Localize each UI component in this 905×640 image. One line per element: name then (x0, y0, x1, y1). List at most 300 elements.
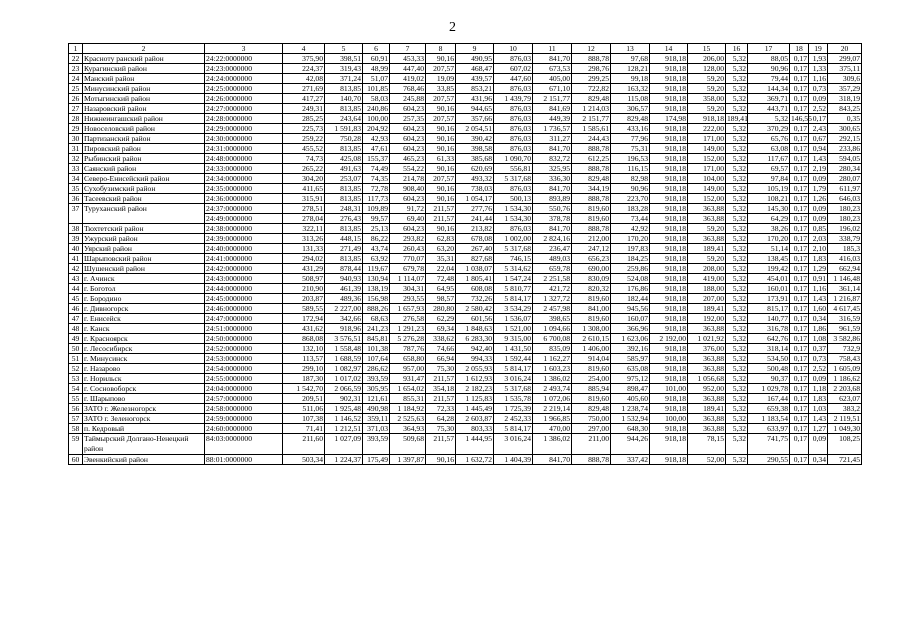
cell-col-6: 63,92 (363, 254, 390, 264)
cell-col-1: 55 (69, 394, 83, 404)
cell-col-1: 28 (69, 114, 83, 124)
cell-col-19: 0,91 (809, 274, 828, 284)
cell-col-13: 405,60 (611, 394, 650, 404)
cell-col-4: 315,91 (283, 194, 325, 204)
cell-col-5: 813,85 (325, 194, 363, 204)
cell-col-6: 99,57 (363, 214, 390, 224)
cell-col-9: 1 038,07 (456, 264, 494, 274)
cell-col-11: 6 700,08 (533, 334, 572, 344)
cell-col-18: 0,17 (790, 174, 809, 184)
cell-col-18: 0,17 (790, 94, 809, 104)
table-row (69, 84, 862, 94)
cell-col-1: 34 (69, 174, 83, 184)
cell-col-1: 57 (69, 414, 83, 424)
cell-col-3: 24:51:0000000 (205, 324, 283, 334)
cell-col-8: 90,16 (426, 104, 456, 114)
cell-col-6: 138,19 (363, 284, 390, 294)
cell-col-5: 448,15 (325, 234, 363, 244)
cell-col-15: 189,41 (688, 244, 726, 254)
cell-col-20: 357,29 (828, 84, 862, 94)
cell-col-7: 787,76 (390, 344, 426, 354)
cell-col-7: 293,55 (390, 294, 426, 304)
cell-col-9: 1 054,17 (456, 194, 494, 204)
cell-col-6: 101,38 (363, 344, 390, 354)
cell-col-1: 40 (69, 244, 83, 254)
cell-col-20: 732,9 (828, 344, 862, 354)
cell-col-7: 908,40 (390, 184, 426, 194)
cell-col-3: 24:40:0000000 (205, 244, 283, 254)
cell-col-3: 24:25:0000000 (205, 84, 283, 94)
cell-col-12: 888,78 (572, 144, 611, 154)
cell-col-3: 24:28:0000000 (205, 114, 283, 124)
cell-col-17: 38,26 (748, 224, 790, 234)
cell-col-14: 918,18 (650, 224, 688, 234)
cell-col-18: 0,17 (790, 414, 809, 424)
cell-col-10: 5 314,62 (494, 264, 533, 274)
table-row (69, 334, 862, 344)
cell-col-20: 611,97 (828, 184, 862, 194)
table-row (69, 144, 862, 154)
cell-col-16: 189,41 (727, 114, 748, 123)
cell-col-5: 461,39 (325, 284, 363, 294)
cell-col-5: 248,31 (325, 204, 363, 214)
cell-col-4: 304,20 (283, 174, 325, 184)
cell-col-4: 265,22 (283, 164, 325, 174)
cell-col-13: 945,56 (611, 304, 650, 314)
cell-col-3: 24:60:0000000 (205, 424, 283, 434)
cell-col-11: 378,78 (533, 214, 572, 224)
cell-col-4: 375,90 (283, 54, 325, 64)
cell-col-20: 0,35 (828, 114, 862, 124)
cell-col-6: 48,99 (363, 64, 390, 74)
cell-col-12: 690,00 (572, 264, 611, 274)
cell-col-7: 931,47 (390, 374, 426, 384)
header-row (69, 44, 862, 54)
cell-col-4: 172,94 (283, 314, 325, 324)
cell-col-15: 358,00 (688, 94, 726, 104)
cell-col-16: 5,32 (726, 164, 748, 174)
cell-col-6: 101,85 (363, 84, 390, 94)
cell-col-2: Новоселовский район (83, 124, 205, 134)
cell-col-18: 0,17 (790, 144, 809, 154)
cell-col-3: 24:43:0000000 (205, 274, 283, 284)
cell-col-11: 1 966,85 (533, 414, 572, 424)
cell-col-11: 489,03 (533, 254, 572, 264)
cell-col-3: 24:59:0000000 (205, 414, 283, 424)
cell-col-10: 1 521,00 (494, 324, 533, 334)
cell-col-15: 419,00 (688, 274, 726, 284)
cell-col-16: 5,32 (726, 284, 748, 294)
cell-col-2: г. Лесосибирск (83, 344, 205, 354)
cell-col-15: 1 021,92 (688, 334, 726, 344)
cell-col-17: 1 029,78 (748, 384, 790, 394)
cell-col-11: 1 386,02 (533, 374, 572, 384)
cell-col-16: 5,32 (726, 184, 748, 194)
cell-col-5: 491,63 (325, 164, 363, 174)
cell-col-17: 69,57 (748, 164, 790, 174)
cell-col-7: 604,23 (390, 224, 426, 234)
cell-col-12: 829,48 (572, 404, 611, 414)
cell-col-4: 271,69 (283, 84, 325, 94)
cell-col-19: 1,29 (809, 264, 828, 274)
cell-col-19: 0,09 (809, 204, 828, 214)
cell-col-16: 5,32 (726, 394, 748, 404)
cell-col-10: 1 536,07 (494, 314, 533, 324)
cell-col-13: 128,21 (611, 64, 650, 74)
cell-col-12: 819,60 (572, 294, 611, 304)
data-table (68, 43, 862, 465)
cell-col-13: 975,12 (611, 374, 650, 384)
cell-col-2: г. Дивногорск (83, 304, 205, 314)
cell-col-19: 1,43 (809, 294, 828, 304)
cell-col-6: 6 (363, 44, 390, 54)
cell-col-8: 207,57 (426, 174, 456, 184)
cell-col-19: 1,03 (809, 404, 828, 414)
table-row (69, 244, 862, 254)
cell-col-15: 222,00 (688, 124, 726, 134)
cell-col-7: 1 184,92 (390, 404, 426, 414)
cell-col-4: 203,87 (283, 294, 325, 304)
cell-col-8: 280,80 (426, 304, 456, 314)
cell-col-12: 888,78 (572, 164, 611, 174)
cell-col-12: 247,12 (572, 244, 611, 254)
cell-col-14: 918,18 (650, 284, 688, 294)
cell-col-16: 5,32 (726, 364, 748, 374)
cell-col-6: 241,23 (363, 324, 390, 334)
cell-col-14: 918,18 (650, 304, 688, 314)
cell-col-17: 79,44 (748, 74, 790, 84)
cell-col-2: г. Шарыпово (83, 394, 205, 404)
cell-col-15: 59,20 (688, 104, 726, 114)
cell-col-5: 2 066,59 (325, 384, 363, 394)
cell-col-6: 845,81 (363, 334, 390, 344)
cell-col-17: 500,48 (748, 364, 790, 374)
cell-col-5: 1 558,48 (325, 344, 363, 354)
cell-col-13: 648,30 (611, 424, 650, 434)
cell-col-6: 86,22 (363, 234, 390, 244)
cell-col-7: 855,31 (390, 394, 426, 404)
cell-col-5: 918,96 (325, 324, 363, 334)
cell-col-18: 0,17 (790, 214, 809, 224)
table-row (69, 94, 862, 104)
cell-col-10: 876,03 (494, 134, 533, 144)
cell-col-5: 342,66 (325, 314, 363, 324)
cell-col-7: 5 276,28 (390, 334, 426, 344)
cell-col-12: 885,94 (572, 384, 611, 394)
cell-col-3: 24:26:0000000 (205, 94, 283, 104)
cell-col-6: 117,73 (363, 194, 390, 204)
cell-col-1: 48 (69, 324, 83, 334)
cell-col-20: 961,59 (828, 324, 862, 334)
cell-col-16: 5,32 (726, 264, 748, 274)
cell-col-12: 297,00 (572, 424, 611, 434)
table-row (69, 104, 862, 114)
cell-col-19: 0,73 (809, 84, 828, 94)
cell-col-3: 3 (205, 44, 283, 54)
cell-col-3: 24:27:0000000 (205, 104, 283, 114)
cell-col-3: 24:44:0000000 (205, 284, 283, 294)
cell-col-14: 918,18 (650, 455, 688, 465)
cell-col-8: 62,83 (426, 234, 456, 244)
cell-col-8: 33,85 (426, 84, 456, 94)
cell-col-6: 155,37 (363, 154, 390, 164)
cell-col-15: 149,00 (688, 144, 726, 154)
cell-col-6: 490,98 (363, 404, 390, 414)
cell-col-7: 604,23 (390, 104, 426, 114)
cell-col-11: 398,65 (533, 314, 572, 324)
table-row (69, 384, 862, 394)
cell-col-10: 1 534,30 (494, 204, 533, 214)
cell-col-6: 42,93 (363, 134, 390, 144)
table-row (69, 114, 862, 124)
cell-col-12: 1 406,00 (572, 344, 611, 354)
cell-col-19: 1,27 (809, 424, 828, 434)
cell-col-2: ЗАТО г. Зеленогорск (83, 414, 205, 424)
table-row (69, 164, 862, 174)
cell-col-9: 1 445,49 (456, 404, 494, 414)
cell-col-19: 1,16 (809, 74, 828, 84)
cell-col-2: г. Минусинск (83, 354, 205, 364)
cell-col-1: 33 (69, 164, 83, 174)
cell-col-9: 277,76 (456, 204, 494, 214)
cell-col-3: 24:52:0000000 (205, 344, 283, 354)
cell-col-19: 0,09 (809, 174, 828, 184)
cell-col-7: 604,23 (390, 124, 426, 134)
cell-col-2: г. Ачинск (83, 274, 205, 284)
cell-col-8: 69,34 (426, 324, 456, 334)
cell-col-16: 5,32 (726, 314, 748, 324)
cell-col-18: 0,17 (790, 344, 809, 354)
cell-col-19: 0,94 (809, 144, 828, 154)
cell-col-10: 1 547,24 (494, 274, 533, 284)
cell-col-13: 184,25 (611, 254, 650, 264)
cell-col-5: 425,08 (325, 154, 363, 164)
cell-col-9: 2 580,42 (456, 304, 494, 314)
cell-col-5: 813,85 (325, 84, 363, 94)
cell-col-3: 24:39:0000000 (205, 234, 283, 244)
cell-col-16: 5,32 (726, 334, 748, 344)
cell-col-4: 294,02 (283, 254, 325, 264)
cell-col-17: 443,71 (748, 104, 790, 114)
cell-col-5: 878,44 (325, 264, 363, 274)
cell-col-17: 5,32 (748, 114, 790, 124)
cell-col-7: 465,23 (390, 154, 426, 164)
cell-col-7: 1 657,93 (390, 304, 426, 314)
cell-col-1: 39 (69, 234, 83, 244)
cell-col-19: 0,37 (809, 344, 828, 354)
cell-col-19: 1,83 (809, 254, 828, 264)
cell-col-7: 957,00 (390, 364, 426, 374)
cell-col-13: 13 (611, 44, 650, 54)
cell-col-12: 656,23 (572, 254, 611, 264)
cell-col-16: 5,32 (726, 224, 748, 234)
cell-col-17: 64,29 (748, 214, 790, 224)
cell-col-17: 369,71 (748, 94, 790, 104)
cell-col-2: Назаровский район (83, 104, 205, 114)
cell-col-4: 113,57 (283, 354, 325, 364)
cell-col-5: 243,64 (325, 114, 363, 124)
cell-col-10: 5 317,68 (494, 384, 533, 394)
cell-col-14: 918,18 (650, 394, 688, 404)
cell-col-4: 431,62 (283, 324, 325, 334)
cell-col-14: 918,18 (650, 84, 688, 94)
cell-col-13: 99,18 (611, 74, 650, 84)
cell-col-17: 815,17 (748, 304, 790, 314)
cell-col-4: 225,73 (283, 124, 325, 134)
cell-col-13: 944,26 (611, 434, 650, 455)
cell-col-14: 14 (650, 44, 688, 54)
cell-col-1: 50 (69, 344, 83, 354)
cell-col-4: 299,10 (283, 364, 325, 374)
cell-col-16: 5,32 (726, 294, 748, 304)
cell-col-3: 24:37:0000000 (205, 204, 283, 214)
cell-col-2: Эвенкийский район (83, 455, 205, 465)
cell-col-20: 383,2 (828, 404, 862, 414)
cell-col-6: 393,59 (363, 434, 390, 455)
cell-col-12: 819,60 (572, 314, 611, 324)
cell-col-5: 750,28 (325, 134, 363, 144)
cell-col-20: 108,25 (828, 434, 862, 455)
cell-col-19: 0,09 (809, 214, 828, 224)
cell-col-19: 0,85 (809, 224, 828, 234)
cell-col-7: 658,80 (390, 354, 426, 364)
cell-col-11: 2 493,74 (533, 384, 572, 394)
cell-col-3: 24:45:0000000 (205, 294, 283, 304)
cell-col-9: 803,33 (456, 424, 494, 434)
table-row (69, 354, 862, 364)
cell-col-10: 5 814,17 (494, 364, 533, 374)
cell-col-16: 5,32 (726, 434, 748, 455)
cell-col-10: 1 002,00 (494, 234, 533, 244)
cell-col-1: 31 (69, 144, 83, 154)
cell-col-2: Пировский район (83, 144, 205, 154)
cell-col-3: 24:29:0000000 (205, 124, 283, 134)
cell-col-17: 90,37 (748, 374, 790, 384)
cell-col-17: 170,20 (748, 234, 790, 244)
cell-col-19: 19 (809, 44, 828, 54)
cell-col-12: 888,78 (572, 194, 611, 204)
cell-col-15: 152,00 (688, 194, 726, 204)
cell-col-5: 140,70 (325, 94, 363, 104)
cell-col-20: 4 617,45 (828, 304, 862, 314)
cell-col-1: 44 (69, 284, 83, 294)
table-row (69, 154, 862, 164)
cell-col-4: 107,38 (283, 414, 325, 424)
cell-col-15: 363,88 (688, 394, 726, 404)
cell-col-7: 419,02 (390, 74, 426, 84)
cell-col-16: 16 (726, 44, 748, 54)
cell-col-14: 174,98 (650, 114, 688, 124)
cell-col-20: 2 119,51 (828, 414, 862, 424)
cell-col-2: г. Канск (83, 324, 205, 334)
cell-col-13: 635,08 (611, 364, 650, 374)
cell-col-8: 207,57 (426, 94, 456, 104)
cell-col-12: 211,00 (572, 434, 611, 455)
cell-col-20: 309,6 (828, 74, 862, 84)
cell-col-18: 0,17 (790, 284, 809, 294)
cell-col-12: 830,09 (572, 274, 611, 284)
cell-col-10: 1 439,79 (494, 94, 533, 104)
cell-col-9: 390,42 (456, 134, 494, 144)
cell-col-17: 454,01 (748, 274, 790, 284)
cell-col-8: 64,28 (426, 414, 456, 424)
cell-col-1: 54 (69, 384, 83, 394)
cell-col-4: 503,34 (283, 455, 325, 465)
cell-col-8: 211,57 (426, 374, 456, 384)
cell-col-7: 245,88 (390, 94, 426, 104)
cell-col-13: 366,96 (611, 324, 650, 334)
cell-col-14: 918,18 (650, 264, 688, 274)
cell-col-19: 0,09 (809, 94, 828, 104)
cell-col-2: ЗАТО г. Железногорск (83, 404, 205, 414)
cell-col-15: 206,00 (688, 54, 726, 64)
cell-col-13: 183,28 (611, 204, 650, 214)
cell-col-18: 0,17 (790, 274, 809, 284)
cell-col-11: 405,00 (533, 74, 572, 84)
cell-col-16: 5,32 (726, 144, 748, 154)
cell-col-2: 2 (83, 44, 205, 54)
table-row (69, 274, 862, 284)
cell-col-9: 853,21 (456, 84, 494, 94)
cell-col-1: 29 (69, 124, 83, 134)
cell-col-16: 5,32 (726, 384, 748, 394)
cell-col-7: 293,82 (390, 234, 426, 244)
cell-col-17: 17 (748, 44, 790, 54)
cell-col-4: 322,11 (283, 224, 325, 234)
cell-col-11: 841,70 (533, 455, 572, 465)
cell-col-6: 156,98 (363, 294, 390, 304)
cell-col-4: 508,97 (283, 274, 325, 284)
cell-col-19: 1,43 (809, 154, 828, 164)
cell-col-3: 24:49:0000000 (205, 214, 283, 224)
cell-col-1: 56 (69, 404, 83, 414)
cell-col-5: 813,85 (325, 224, 363, 234)
cell-col-2: Тюхтетский район (83, 224, 205, 234)
cell-col-14: 918,18 (650, 134, 688, 144)
cell-col-9: 213,82 (456, 224, 494, 234)
cell-col-16: 5,32 (726, 64, 748, 74)
cell-col-18: 0,17 (790, 424, 809, 434)
cell-col-12: 1 308,00 (572, 324, 611, 334)
cell-col-8: 72,48 (426, 274, 456, 284)
cell-col-17: 741,75 (748, 434, 790, 455)
cell-col-17: 318,14 (748, 344, 790, 354)
cell-col-6: 240,86 (363, 104, 390, 114)
cell-col-12: 819,60 (572, 204, 611, 214)
cell-col-10: 1 534,30 (494, 214, 533, 224)
cell-col-13: 1 532,94 (611, 414, 650, 424)
cell-col-10: 447,60 (494, 74, 533, 84)
cell-col-14: 2 192,00 (650, 334, 688, 344)
cell-col-3: 88:01:0000000 (205, 455, 283, 465)
cell-col-20: 416,03 (828, 254, 862, 264)
cell-col-14: 918,18 (650, 74, 688, 84)
cell-col-16: 5,32 (726, 154, 748, 164)
cell-col-6: 359,11 (363, 414, 390, 424)
cell-col-17: 642,76 (748, 334, 790, 344)
cell-col-11: 671,10 (533, 84, 572, 94)
cell-col-11: 659,78 (533, 264, 572, 274)
cell-col-15: 128,00 (688, 64, 726, 74)
table-row (69, 424, 862, 434)
cell-col-4: 71,41 (283, 424, 325, 434)
cell-col-15: 363,88 (688, 324, 726, 334)
cell-col-13: 196,53 (611, 154, 650, 164)
cell-col-15: 363,88 (688, 354, 726, 364)
cell-col-1: 22 (69, 54, 83, 64)
cell-col-6: 25,13 (363, 224, 390, 234)
cell-col-2: г. Сосновоборск (83, 384, 205, 394)
